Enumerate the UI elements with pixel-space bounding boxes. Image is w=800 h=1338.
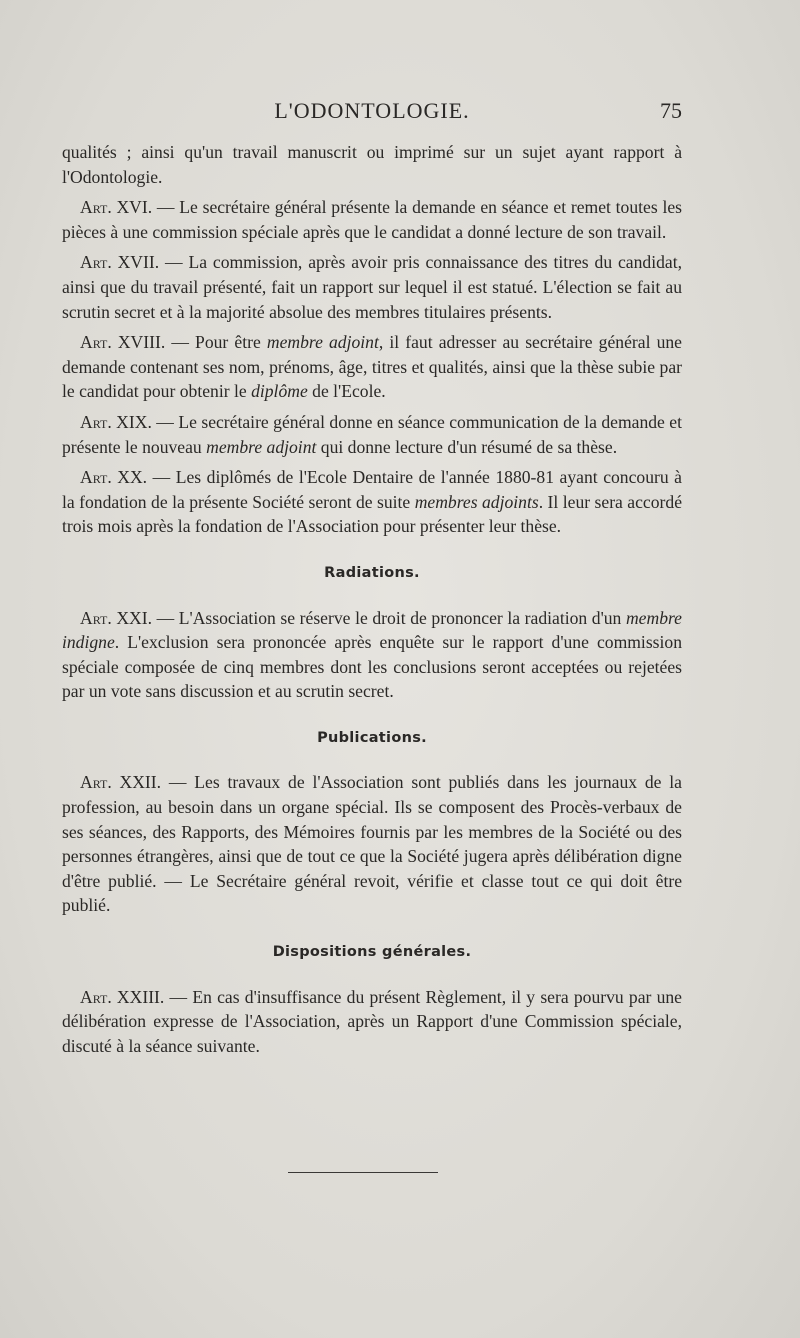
article-text: — Les diplômés de l'Ecole Dentaire de l'année 1880-81 ayant concouru à la fondation de la présente Société seront de suite bbox=[62, 467, 682, 512]
article-label: Art. XXI. bbox=[80, 607, 152, 628]
section-heading-publications: Publications. bbox=[317, 729, 427, 746]
article-text: . L'exclusion sera prononcée après enquête sur le rapport d'une commission spéciale composée de cinq membres dont les conclusions seront acceptées ou rejetées par un vote sans discussion et au scrutin secret. bbox=[62, 632, 682, 702]
section-heading-dispositions: Dispositions générales. bbox=[272, 944, 472, 961]
article-19 bbox=[62, 410, 682, 459]
article-text: qui donne lecture d'un résumé de sa thèse. bbox=[316, 436, 618, 457]
running-title: L'ODONTOLOGIE. bbox=[274, 98, 470, 123]
article-label: Art. XVIII. bbox=[80, 332, 166, 353]
end-rule bbox=[288, 1172, 438, 1173]
paragraph-continuation: qualités ; ainsi qu'un travail manuscrit ou imprimé sur un sujet ayant rapport à l'Odontologie. bbox=[62, 142, 682, 187]
article-16 bbox=[62, 195, 682, 244]
article-text: — En cas d'insuffisance du présent Règlement, il y sera pourvu par une délibération expresse de l'Association, après un Rapport d'une Commission spéciale, discuté à la séance suivante. bbox=[62, 986, 682, 1056]
article-text: . Il leur sera accordé trois mois après la fondation de l'Association pour présenter leur thèse. bbox=[62, 491, 682, 537]
article-label: Art. XVII. bbox=[80, 252, 160, 273]
article-label: Art. XX. bbox=[80, 467, 148, 488]
article-22 bbox=[62, 770, 682, 918]
page-number: 75 bbox=[660, 98, 682, 123]
body-text bbox=[62, 140, 682, 1064]
article-text: , il faut adresser au secrétaire général une demande contenant ses nom, prénoms, âge, titres et qualités, ainsi que la thèse subie par le candidat pour obtenir le bbox=[62, 332, 682, 402]
article-emphasis: membre adjoint bbox=[266, 332, 379, 353]
article-label: Art. XIX. bbox=[80, 411, 152, 432]
article-emphasis: membre indigne bbox=[62, 607, 682, 653]
article-label: Art. XXIII. bbox=[80, 986, 165, 1007]
running-head bbox=[62, 98, 682, 128]
article-emphasis: diplôme bbox=[251, 381, 308, 402]
article-emphasis: membre adjoint bbox=[206, 436, 317, 457]
article-18 bbox=[62, 330, 682, 404]
article-emphasis: membres adjoints bbox=[414, 491, 539, 512]
article-20 bbox=[62, 465, 682, 539]
article-17 bbox=[62, 250, 682, 324]
article-23 bbox=[62, 985, 682, 1059]
article-text: — Le secrétaire général présente la demande en séance et remet toutes les pièces à une commission spéciale après que le candidat a donné lecture de son travail. bbox=[62, 197, 682, 242]
article-text: — Les travaux de l'Association sont publiés dans les journaux de la profession, au besoin dans un organe spécial. Ils se composent des Procès-verbaux de ses séances, des Rapports, des Mémoires fournis par les membres de la Société ou des personnes étrangères, ainsi que de tout ce que la Société jugera après délibération digne d'être publié. — Le Secrétaire général revoit, vérifie et classe tout ce qui doit être publié. bbox=[62, 772, 682, 916]
article-text: de l'Ecole. bbox=[307, 381, 386, 402]
article-text: — La commission, après avoir pris connaissance des titres du candidat, ainsi que du travail présenté, fait un rapport sur lequel il est statué. L'élection se fait au scrutin secret et à la majorité absolue des membres titulaires présents. bbox=[62, 252, 682, 322]
article-text: — Pour être bbox=[165, 332, 267, 353]
article-text: — Le secrétaire général donne en séance communication de la demande et présente le nouveau bbox=[62, 411, 682, 457]
article-21 bbox=[62, 606, 682, 704]
article-label: Art. XXII. bbox=[80, 772, 162, 793]
article-text: — L'Association se réserve le droit de prononcer la radiation d'un bbox=[152, 607, 626, 628]
article-label: Art. XVI. bbox=[80, 197, 153, 218]
section-heading-radiations: Radiations. bbox=[324, 564, 420, 581]
